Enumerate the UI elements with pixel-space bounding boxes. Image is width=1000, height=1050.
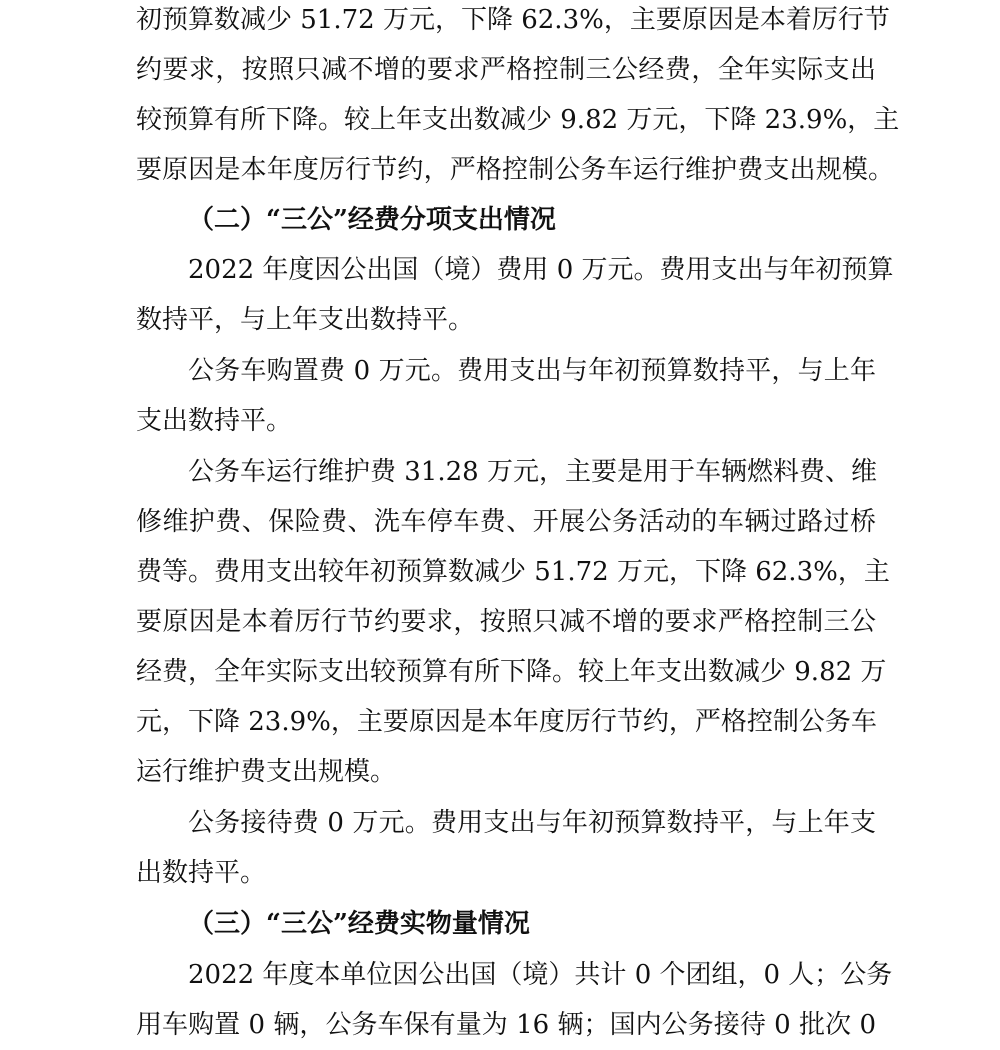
text-line: 2022 年度本单位因公出国（境）共计 0 个团组，0 人；公务 <box>188 960 893 990</box>
text-line: 支出数持平。 <box>136 406 293 436</box>
text-line: 要原因是本着厉行节约要求，按照只减不增的要求严格控制三公 <box>136 607 876 637</box>
text-line: 公务接待费 0 万元。费用支出与年初预算数持平，与上年支 <box>188 808 876 838</box>
text-line: 经费，全年实际支出较预算有所下降。较上年支出数减少 9.82 万 <box>136 657 887 687</box>
section-heading-physical-quantities: （三）“三公”经费实物量情况 <box>188 909 530 939</box>
text-line: 公务车运行维护费 31.28 万元，主要是用于车辆燃料费、维 <box>188 457 877 487</box>
section-heading-itemized-expenses: （二）“三公”经费分项支出情况 <box>188 205 556 235</box>
text-line: 运行维护费支出规模。 <box>136 757 397 787</box>
text-line: 公务车购置费 0 万元。费用支出与年初预算数持平，与上年 <box>188 356 876 386</box>
text-line: 费等。费用支出较年初预算数减少 51.72 万元，下降 62.3%，主 <box>136 557 890 587</box>
text-line: 要原因是本年度厉行节约，严格控制公务车运行维护费支出规模。 <box>136 155 894 185</box>
text-line: 出数持平。 <box>136 858 267 888</box>
text-line: 数持平，与上年支出数持平。 <box>136 305 475 335</box>
text-line: 元，下降 23.9%，主要原因是本年度厉行节约，严格控制公务车 <box>136 707 877 737</box>
text-line: 修维护费、保险费、洗车停车费、开展公务活动的车辆过路过桥 <box>136 507 876 537</box>
text-line: 较预算有所下降。较上年支出数减少 9.82 万元，下降 23.9%，主 <box>136 105 900 135</box>
text-line: 约要求，按照只减不增的要求严格控制三公经费，全年实际支出 <box>136 55 876 85</box>
text-line: 初预算数减少 51.72 万元，下降 62.3%，主要原因是本着厉行节 <box>136 5 890 35</box>
text-line: 用车购置 0 辆，公务车保有量为 16 辆；国内公务接待 0 批次 0 <box>136 1010 876 1040</box>
text-line: 2022 年度因公出国（境）费用 0 万元。费用支出与年初预算 <box>188 255 894 285</box>
